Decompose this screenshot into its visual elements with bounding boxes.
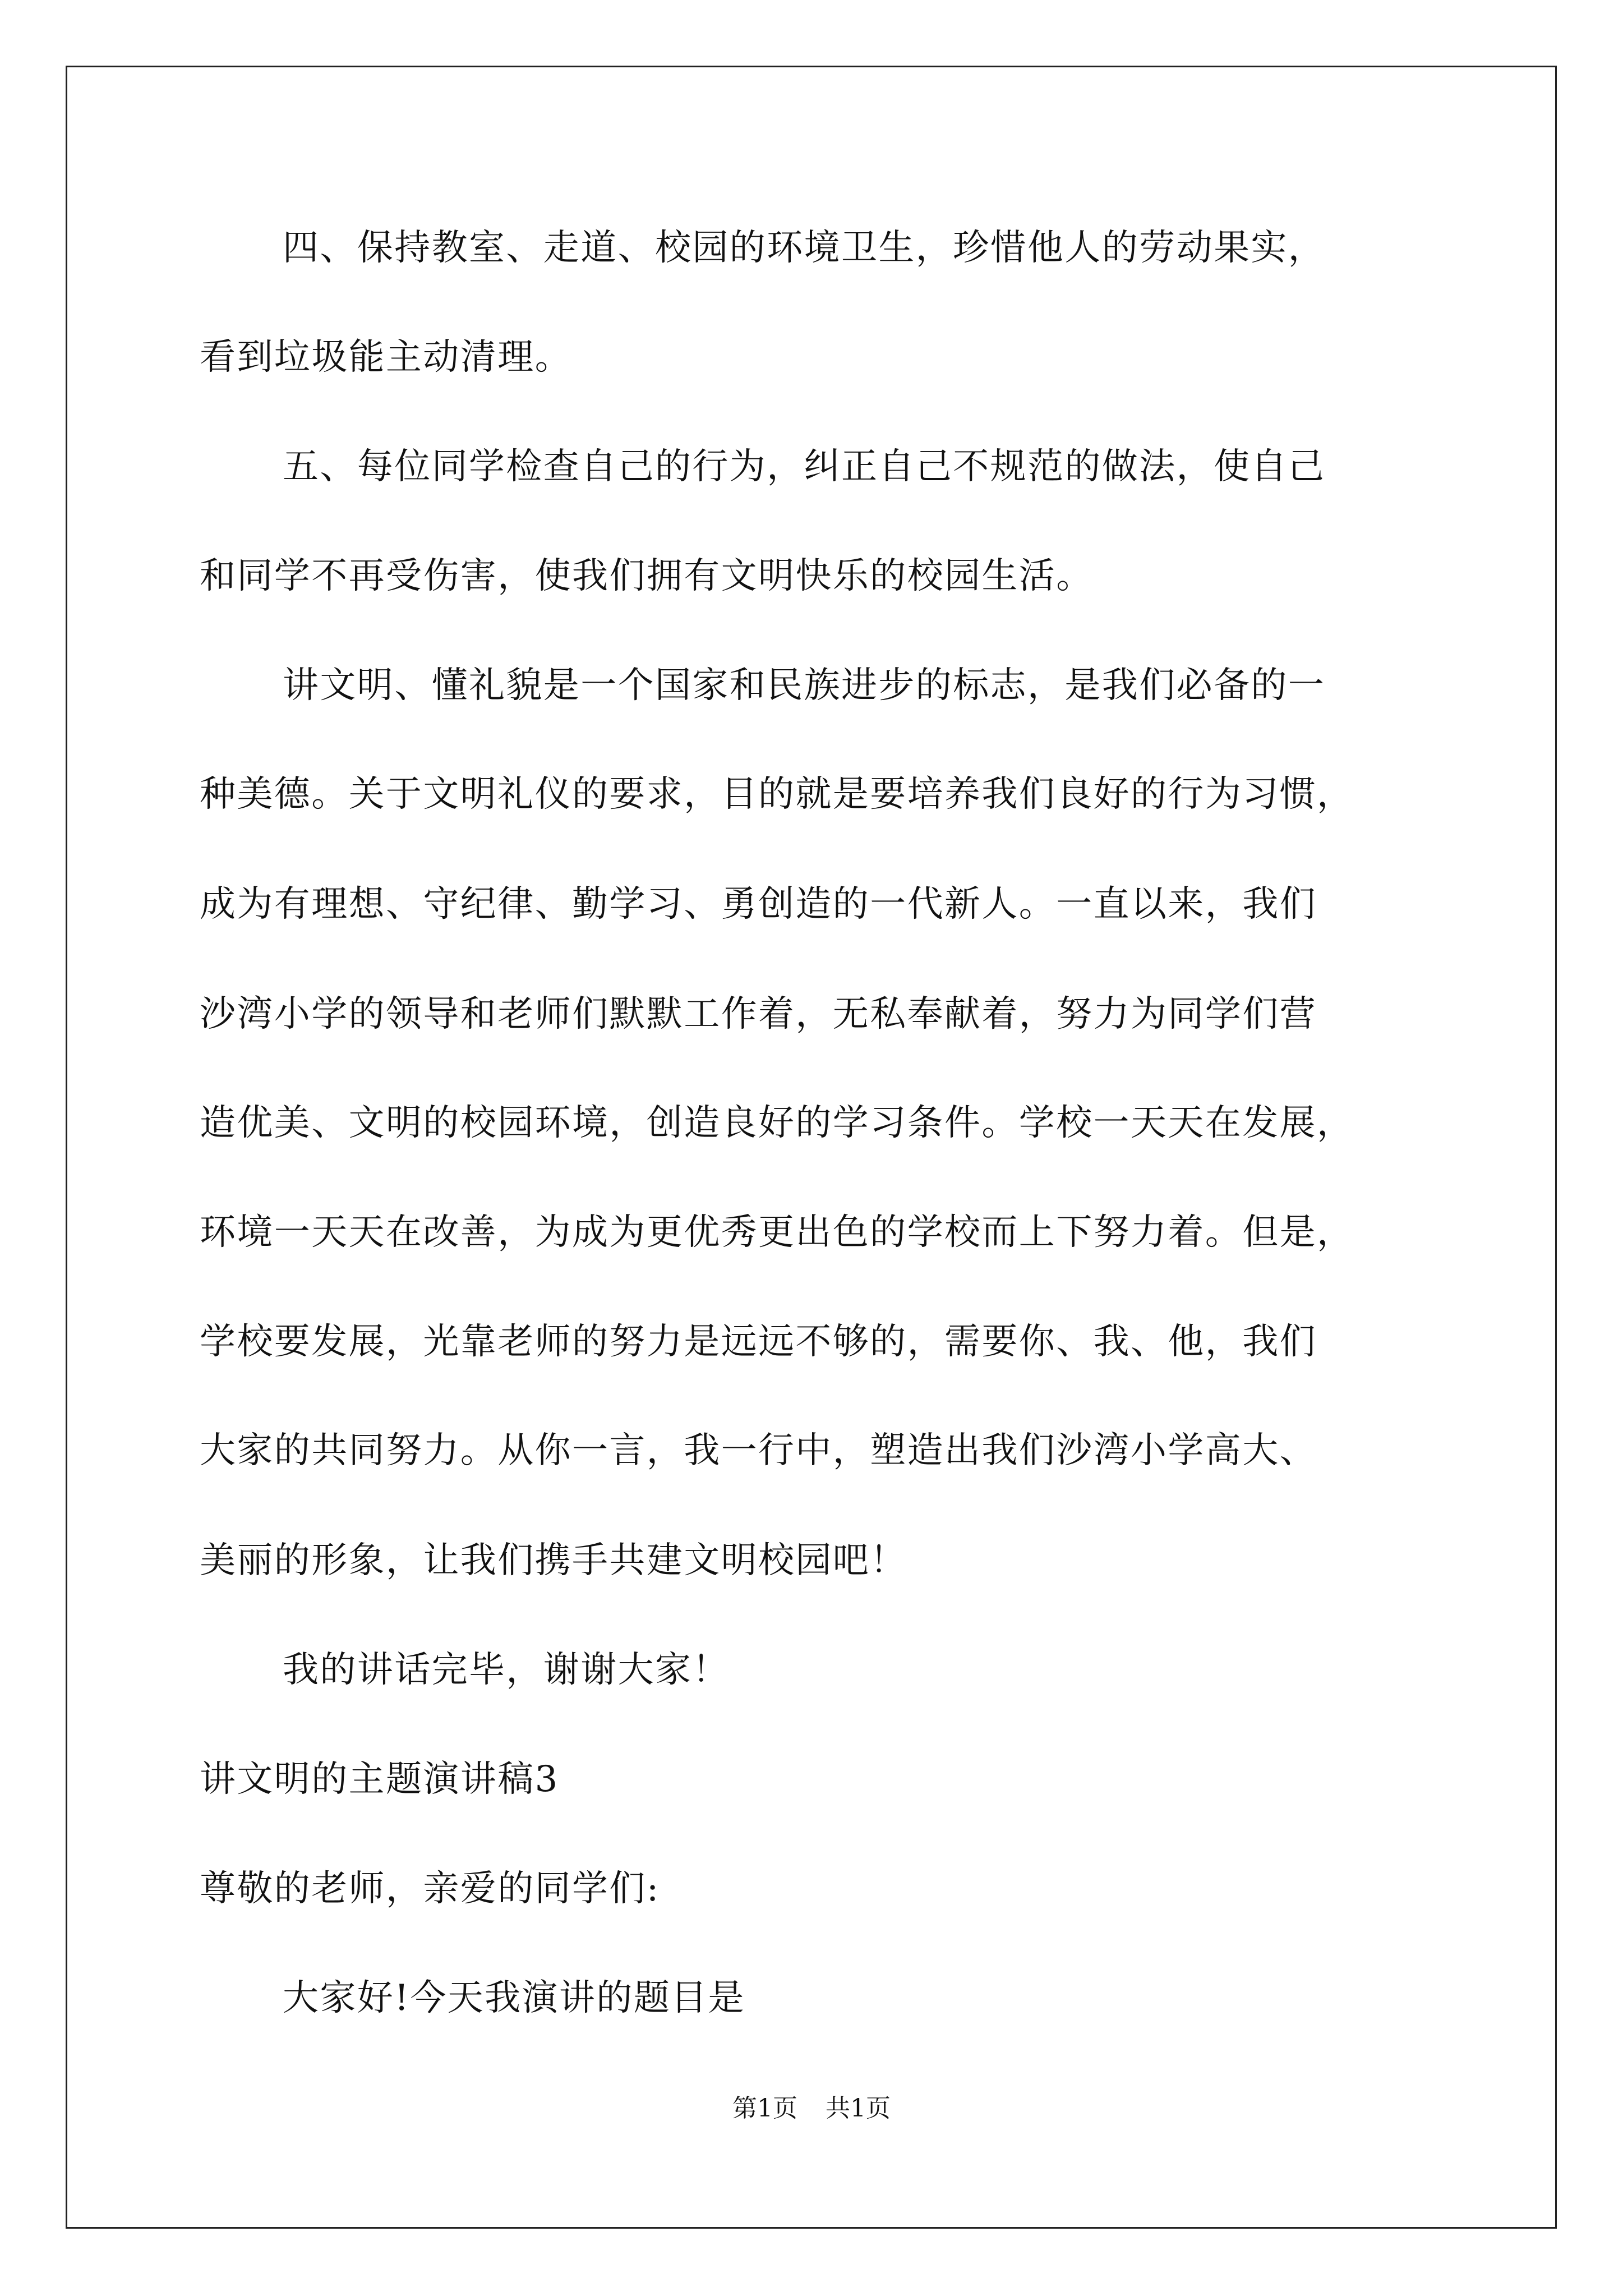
paragraph-line: 五、每位同学检查自己的行为，纠正自己不规范的做法，使自己 <box>283 446 1326 487</box>
paragraph-line: 造优美、文明的校园环境，创造良好的学习条件。学校一天天在发展， <box>200 1102 1354 1144</box>
opening-line: 大家好!今天我演讲的题目是 <box>283 1977 745 2019</box>
paragraph-line: 大家的共同努力。从你一言，我一行中，塑造出我们沙湾小学高大、 <box>200 1430 1317 1471</box>
paragraph-line: 沙湾小学的领导和老师们默默工作着，无私奉献着，努力为同学们营 <box>200 993 1317 1035</box>
paragraph-line: 成为有理想、守纪律、勤学习、勇创造的一代新人。一直以来，我们 <box>200 884 1317 925</box>
paragraph-line: 种美德。关于文明礼仪的要求，目的就是要培养我们良好的行为习惯， <box>200 774 1354 815</box>
paragraph-line: 美丽的形象，让我们携手共建文明校园吧！ <box>200 1540 907 1581</box>
paragraph-line: 我的讲话完毕，谢谢大家！ <box>283 1649 730 1691</box>
paragraph-line: 讲文明、懂礼貌是一个国家和民族进步的标志，是我们必备的一 <box>283 665 1326 706</box>
paragraph-line: 四、保持教室、走道、校园的环境卫生，珍惜他人的劳动果实， <box>283 227 1326 269</box>
paragraph-line: 学校要发展，光靠老师的努力是远远不够的，需要你、我、他，我们 <box>200 1321 1317 1363</box>
page-footer <box>0 2096 1623 2121</box>
section-title: 讲文明的主题演讲稿3 <box>200 1759 559 1800</box>
salutation: 尊敬的老师，亲爱的同学们: <box>200 1868 660 1910</box>
page-number: 第1页 <box>732 2094 797 2123</box>
page-total: 共1页 <box>826 2094 891 2123</box>
paragraph-line: 和同学不再受伤害，使我们拥有文明快乐的校园生活。 <box>200 555 1094 597</box>
paragraph-line: 看到垃圾能主动清理。 <box>200 337 572 378</box>
paragraph-line: 环境一天天在改善，为成为更优秀更出色的学校而上下努力着。但是， <box>200 1212 1354 1253</box>
